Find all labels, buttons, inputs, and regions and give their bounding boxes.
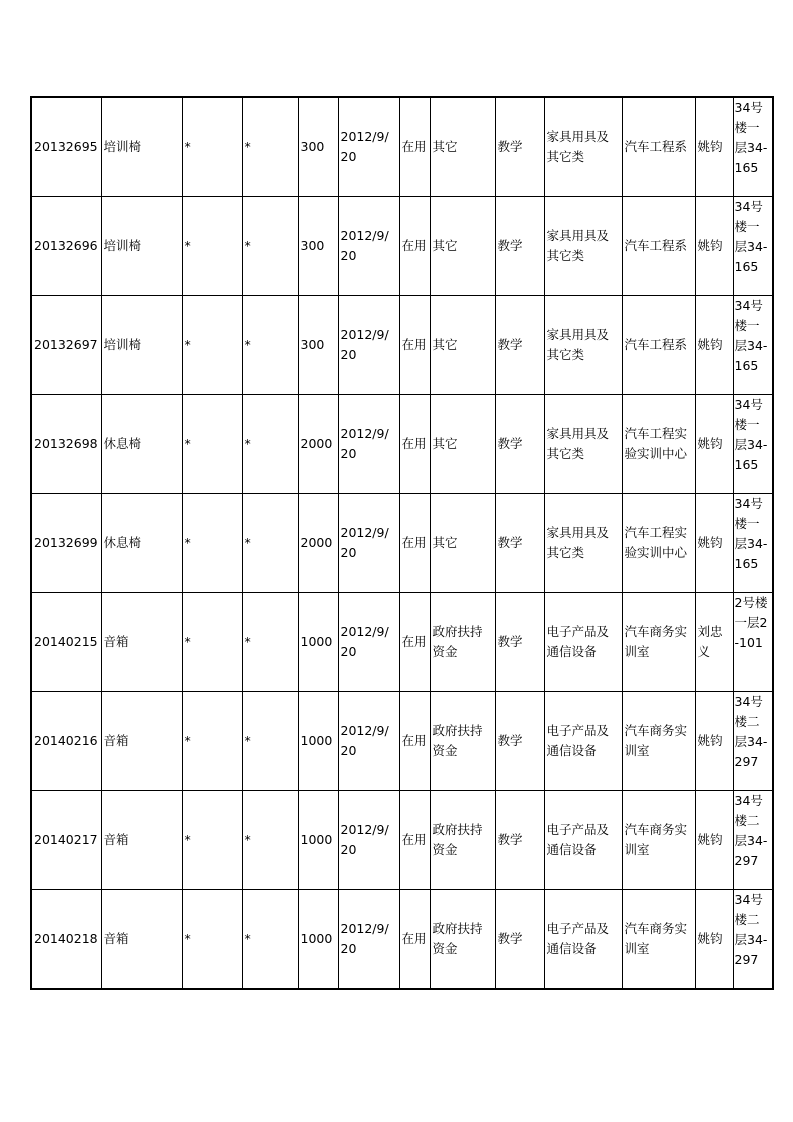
asset-funding-cell: 政府扶持资金 [430, 791, 495, 890]
asset-price-cell: 1000 [298, 692, 338, 791]
asset-date-cell: 2012/9/20 [338, 692, 399, 791]
table-row [31, 296, 773, 395]
asset-price-cell: 300 [298, 296, 338, 395]
asset-dept-cell: 汽车工程实验实训中心 [622, 395, 695, 494]
asset-funding-cell: 其它 [430, 97, 495, 197]
asset-model-cell: * [182, 395, 242, 494]
asset-id-cell: 20132699 [31, 494, 101, 593]
asset-funding-cell: 政府扶持资金 [430, 890, 495, 990]
asset-name-cell: 音箱 [101, 692, 182, 791]
asset-id-cell: 20132695 [31, 97, 101, 197]
table-row [31, 890, 773, 990]
asset-spec-cell: * [242, 593, 298, 692]
asset-name-cell: 休息椅 [101, 494, 182, 593]
asset-location-cell: 34号楼二层34-297 [733, 791, 773, 890]
asset-usage-cell: 教学 [495, 395, 544, 494]
asset-model-cell: * [182, 791, 242, 890]
asset-price-cell: 2000 [298, 494, 338, 593]
asset-spec-cell: * [242, 791, 298, 890]
asset-funding-cell: 其它 [430, 395, 495, 494]
table-row [31, 494, 773, 593]
asset-table [30, 96, 774, 990]
asset-dept-cell: 汽车商务实训室 [622, 593, 695, 692]
asset-usage-cell: 教学 [495, 791, 544, 890]
asset-name-cell: 培训椅 [101, 197, 182, 296]
asset-spec-cell: * [242, 197, 298, 296]
asset-usage-cell: 教学 [495, 197, 544, 296]
asset-dept-cell: 汽车商务实训室 [622, 791, 695, 890]
asset-name-cell: 休息椅 [101, 395, 182, 494]
asset-status-cell: 在用 [399, 296, 430, 395]
asset-date-cell: 2012/9/20 [338, 197, 399, 296]
asset-model-cell: * [182, 197, 242, 296]
asset-status-cell: 在用 [399, 494, 430, 593]
asset-date-cell: 2012/9/20 [338, 593, 399, 692]
asset-name-cell: 音箱 [101, 791, 182, 890]
asset-price-cell: 1000 [298, 593, 338, 692]
asset-usage-cell: 教学 [495, 296, 544, 395]
asset-date-cell: 2012/9/20 [338, 494, 399, 593]
asset-status-cell: 在用 [399, 593, 430, 692]
asset-model-cell: * [182, 692, 242, 791]
asset-category-cell: 家具用具及其它类 [544, 395, 622, 494]
asset-location-cell: 34号楼一层34-165 [733, 494, 773, 593]
asset-usage-cell: 教学 [495, 494, 544, 593]
asset-model-cell: * [182, 890, 242, 990]
asset-category-cell: 家具用具及其它类 [544, 296, 622, 395]
asset-keeper-cell: 姚钧 [695, 296, 733, 395]
asset-date-cell: 2012/9/20 [338, 890, 399, 990]
asset-location-cell: 34号楼一层34-165 [733, 296, 773, 395]
table-row [31, 197, 773, 296]
asset-location-cell: 34号楼一层34-165 [733, 395, 773, 494]
asset-dept-cell: 汽车工程实验实训中心 [622, 494, 695, 593]
asset-model-cell: * [182, 97, 242, 197]
asset-category-cell: 家具用具及其它类 [544, 494, 622, 593]
asset-funding-cell: 政府扶持资金 [430, 692, 495, 791]
asset-name-cell: 培训椅 [101, 97, 182, 197]
asset-id-cell: 20140217 [31, 791, 101, 890]
asset-usage-cell: 教学 [495, 692, 544, 791]
asset-spec-cell: * [242, 890, 298, 990]
asset-dept-cell: 汽车工程系 [622, 197, 695, 296]
asset-status-cell: 在用 [399, 692, 430, 791]
asset-location-cell: 34号楼二层34-297 [733, 692, 773, 791]
asset-status-cell: 在用 [399, 395, 430, 494]
asset-category-cell: 电子产品及通信设备 [544, 890, 622, 990]
asset-location-cell: 34号楼一层34-165 [733, 97, 773, 197]
asset-id-cell: 20140218 [31, 890, 101, 990]
asset-date-cell: 2012/9/20 [338, 395, 399, 494]
asset-spec-cell: * [242, 494, 298, 593]
asset-keeper-cell: 刘忠义 [695, 593, 733, 692]
asset-funding-cell: 其它 [430, 296, 495, 395]
asset-category-cell: 家具用具及其它类 [544, 197, 622, 296]
asset-dept-cell: 汽车工程系 [622, 296, 695, 395]
asset-status-cell: 在用 [399, 97, 430, 197]
asset-usage-cell: 教学 [495, 593, 544, 692]
asset-id-cell: 20140215 [31, 593, 101, 692]
asset-spec-cell: * [242, 97, 298, 197]
asset-id-cell: 20132696 [31, 197, 101, 296]
table-row [31, 593, 773, 692]
asset-keeper-cell: 姚钧 [695, 494, 733, 593]
asset-funding-cell: 其它 [430, 197, 495, 296]
table-row [31, 692, 773, 791]
asset-dept-cell: 汽车工程系 [622, 97, 695, 197]
asset-location-cell: 34号楼二层34-297 [733, 890, 773, 990]
asset-spec-cell: * [242, 296, 298, 395]
asset-keeper-cell: 姚钧 [695, 97, 733, 197]
asset-date-cell: 2012/9/20 [338, 97, 399, 197]
asset-funding-cell: 其它 [430, 494, 495, 593]
asset-dept-cell: 汽车商务实训室 [622, 890, 695, 990]
asset-status-cell: 在用 [399, 890, 430, 990]
asset-table-body [31, 97, 773, 989]
asset-price-cell: 1000 [298, 791, 338, 890]
asset-model-cell: * [182, 494, 242, 593]
asset-category-cell: 电子产品及通信设备 [544, 692, 622, 791]
asset-model-cell: * [182, 296, 242, 395]
asset-location-cell: 2号楼一层2-101 [733, 593, 773, 692]
asset-status-cell: 在用 [399, 791, 430, 890]
asset-usage-cell: 教学 [495, 890, 544, 990]
table-row [31, 791, 773, 890]
asset-usage-cell: 教学 [495, 97, 544, 197]
asset-funding-cell: 政府扶持资金 [430, 593, 495, 692]
asset-date-cell: 2012/9/20 [338, 296, 399, 395]
asset-keeper-cell: 姚钧 [695, 791, 733, 890]
asset-price-cell: 1000 [298, 890, 338, 990]
asset-name-cell: 音箱 [101, 890, 182, 990]
asset-model-cell: * [182, 593, 242, 692]
asset-keeper-cell: 姚钧 [695, 197, 733, 296]
asset-name-cell: 培训椅 [101, 296, 182, 395]
asset-spec-cell: * [242, 692, 298, 791]
asset-price-cell: 300 [298, 97, 338, 197]
asset-category-cell: 电子产品及通信设备 [544, 791, 622, 890]
asset-id-cell: 20132698 [31, 395, 101, 494]
asset-id-cell: 20140216 [31, 692, 101, 791]
asset-price-cell: 300 [298, 197, 338, 296]
asset-status-cell: 在用 [399, 197, 430, 296]
asset-name-cell: 音箱 [101, 593, 182, 692]
asset-location-cell: 34号楼一层34-165 [733, 197, 773, 296]
table-row [31, 395, 773, 494]
asset-keeper-cell: 姚钧 [695, 890, 733, 990]
asset-spec-cell: * [242, 395, 298, 494]
asset-date-cell: 2012/9/20 [338, 791, 399, 890]
asset-category-cell: 家具用具及其它类 [544, 97, 622, 197]
asset-keeper-cell: 姚钧 [695, 692, 733, 791]
asset-category-cell: 电子产品及通信设备 [544, 593, 622, 692]
asset-dept-cell: 汽车商务实训室 [622, 692, 695, 791]
asset-keeper-cell: 姚钧 [695, 395, 733, 494]
asset-price-cell: 2000 [298, 395, 338, 494]
table-row [31, 97, 773, 197]
asset-id-cell: 20132697 [31, 296, 101, 395]
